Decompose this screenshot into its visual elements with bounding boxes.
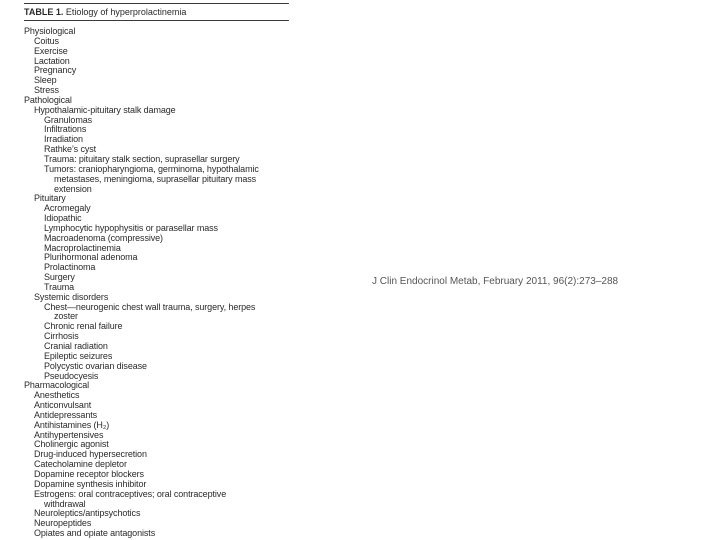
table-row: Cholinergic agonist: [34, 439, 109, 450]
table-row: withdrawal: [44, 498, 86, 509]
table-row: Surgery: [44, 272, 75, 283]
journal-citation: J Clin Endocrinol Metab, February 2011, 96(2):273–288: [372, 276, 619, 287]
table-row: zoster: [54, 311, 78, 322]
table-row: Anticonvulsant: [34, 400, 92, 411]
table-row: Catecholamine depletor: [34, 459, 127, 470]
table-row: Plurihormonal adenoma: [44, 252, 138, 263]
table-row: Macroprolactinemia: [44, 242, 121, 253]
category-heading: Physiological: [24, 26, 76, 36]
table-row: Lactation: [34, 55, 70, 66]
table-row: extension: [54, 183, 92, 194]
table-row: Systemic disorders: [34, 291, 109, 302]
table-row: Trauma: [44, 281, 75, 292]
table-row: Antihypertensives: [34, 429, 104, 440]
table-row: Epileptic seizures: [44, 350, 113, 361]
table-number: TABLE 1.: [24, 7, 64, 17]
table-row: Antidepressants: [34, 409, 98, 420]
table-body: [24, 27, 289, 539]
table-row: Chronic renal failure: [44, 321, 123, 332]
table-row: Anesthetics: [34, 390, 80, 401]
table-row: Tumors: craniopharyngioma, germinoma, hypothalamic: [44, 163, 259, 174]
table-row: Neuroleptics/antipsychotics: [34, 508, 141, 519]
table-row: Idiopathic: [44, 213, 82, 224]
table-row: Cranial radiation: [44, 341, 108, 351]
table-header: [24, 3, 289, 21]
table-row: Pseudocyesis: [44, 370, 99, 381]
etiology-table: [24, 0, 289, 539]
table-row: Antihistamines (H₂): [34, 419, 110, 430]
category-heading: Pharmacological: [24, 380, 90, 391]
table-row: Opiates and opiate antagonists: [34, 528, 156, 539]
table-row: metastases, meningioma, suprasellar pituitary mass: [54, 173, 257, 184]
table-row: Trauma: pituitary stalk section, suprasellar surgery: [44, 153, 240, 164]
table-row: Dopamine synthesis inhibitor: [34, 478, 147, 489]
table-row: Acromegaly: [44, 203, 91, 214]
table-row: Lymphocytic hypophysitis or parasellar mass: [44, 222, 218, 233]
table-row: Estrogens: oral contraceptives; oral contraceptive: [34, 488, 227, 499]
table-row: Granulomas: [44, 114, 93, 125]
table-row: Prolactinoma: [44, 262, 96, 273]
table-row: Chest—neurogenic chest wall trauma, surgery, herpes: [44, 301, 256, 312]
table-title: Etiology of hyperprolactinemia: [65, 7, 187, 17]
category-heading: Pathological: [24, 94, 72, 105]
table-row: Stress: [34, 85, 59, 96]
table-row: Exercise: [34, 45, 68, 56]
table-row: Rathke’s cyst: [44, 144, 97, 155]
table-row: Pituitary: [34, 193, 66, 204]
table-row: Drug-induced hypersecretion: [34, 449, 147, 460]
table-row: Neuropeptides: [34, 518, 92, 529]
table-row: Sleep: [34, 75, 57, 86]
table-row: Macroadenoma (compressive): [44, 232, 163, 243]
table-row: Hypothalamic-pituitary stalk damage: [34, 104, 176, 115]
table-row: Pregnancy: [34, 65, 77, 76]
table-row: Polycystic ovarian disease: [44, 360, 147, 371]
table-row: Coitus: [34, 35, 59, 46]
table-row: Cirrhosis: [44, 331, 79, 342]
table-row: Irradiation: [44, 134, 83, 145]
table-row: Infiltrations: [44, 124, 87, 135]
table-row: Dopamine receptor blockers: [34, 468, 144, 479]
